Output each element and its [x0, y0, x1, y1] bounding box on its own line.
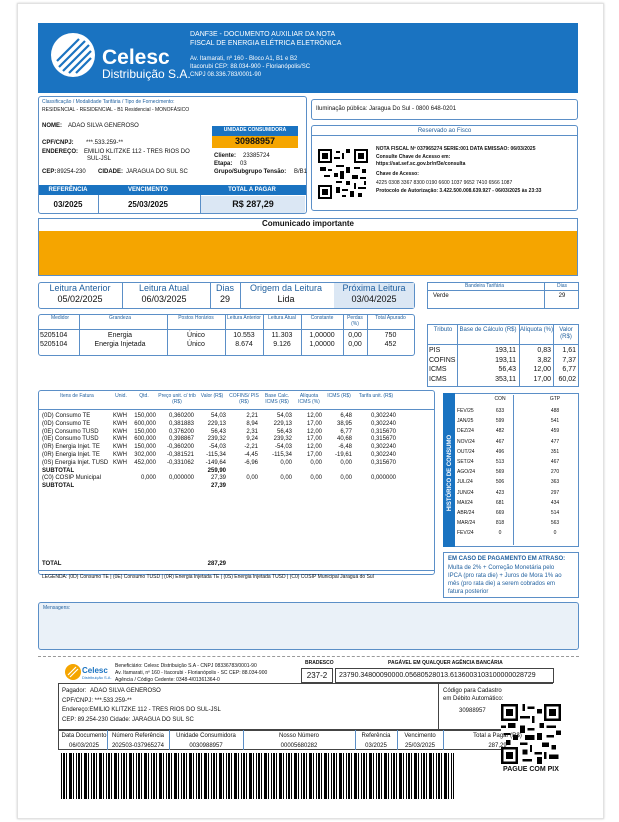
items-cell: 0,302240	[370, 452, 396, 458]
items-cell: 0,00	[310, 459, 322, 466]
items-cell: KWH	[113, 420, 127, 427]
history-value: 514	[550, 510, 560, 516]
items-cell: 0,00	[280, 459, 292, 466]
beneficiary-3: Agência / Código Cedente: 0348-4/01361364-0	[115, 677, 220, 683]
meters-cell: Energia	[107, 332, 133, 339]
meters-cell: 11.303	[271, 332, 293, 339]
meters-header: Postos Horários	[178, 315, 214, 321]
items-header: COFINS/ PIS (R$)	[229, 393, 259, 405]
items-cell: 40,68	[336, 436, 352, 443]
items-cosip-cell: 0,000000	[168, 475, 194, 482]
history-month: MAR/24	[457, 520, 476, 527]
legend: LEGENDA: (0D) Consumo TE | (0E) Consumo TUSD | (0R) Energia Injetada TE | (0S) Energia Injetada TUSD | (C0) COSIP Municipal Jaraguá do Sul	[42, 574, 374, 580]
taxes-cell: 193,11	[495, 356, 516, 364]
meters-header-divider	[38, 329, 415, 330]
flag-days-label: Dias	[556, 283, 567, 289]
slip-field-divider	[243, 730, 244, 750]
meters-cell: 0,00	[348, 341, 362, 348]
address-line-2: SUL-JSL	[87, 156, 112, 162]
beneficiary-2: Av. Itamarati, nº 160 - Itacorubi - Florianópolis - SC CEP: 88.034-900	[115, 670, 268, 676]
taxes-header: Alíquota (%)	[520, 327, 554, 333]
taxes-cell: ICMS	[429, 366, 447, 373]
items-cell: 56,43	[276, 428, 292, 435]
meters-cell: 10.553	[233, 332, 255, 339]
history-value: 351	[550, 448, 560, 455]
uc-value: 30988957	[234, 136, 276, 146]
items-total-value: 287,29	[207, 561, 226, 567]
slip-field-divider	[107, 730, 108, 750]
items-header: Unid.	[115, 393, 127, 399]
meters-cell: Único	[187, 341, 205, 348]
flag-days-value: 29	[558, 293, 566, 299]
doc-title-2: FISCAL DE ENERGIA ELÉTRICA ELETRÔNICA	[190, 40, 342, 47]
items-cell: 0,302240	[370, 444, 396, 451]
slip-field-divider	[397, 730, 398, 750]
taxes-header-divider	[427, 344, 579, 345]
cpf-value: ***.533.259-**	[86, 140, 124, 146]
items-cell: 2,21	[246, 413, 258, 419]
payer-label: Pagador:	[62, 688, 87, 694]
lighting-text: Iluminação pública: Jaragua Do Sul - 0800 648-0201	[316, 106, 457, 112]
items-cell: (0E) Consumo TUSD	[42, 436, 99, 443]
items-cell: KWH	[113, 436, 127, 443]
history-month: OUT/24	[457, 448, 475, 455]
history-value: 541	[550, 418, 560, 425]
slip-field-divider	[443, 730, 444, 750]
slip-field-value: 06/03/2025	[68, 743, 100, 749]
taxes-header: Base de Cálculo (R$)	[459, 327, 517, 333]
late-text-4: fatura posterior	[448, 589, 489, 595]
origin-label: Origem da Leitura	[249, 283, 323, 293]
next-reading-label: Próxima Leitura	[342, 283, 406, 293]
history-month: FEV/24	[457, 530, 474, 537]
items-cell: 0,376200	[168, 428, 194, 435]
slip-field-value: 03/2025	[365, 743, 387, 749]
items-header: Tarifa unit. (R$)	[358, 393, 394, 399]
items-cell: -149,64	[205, 459, 226, 466]
celesc-logo-icon	[49, 31, 97, 79]
history-month: MAI/24	[457, 499, 473, 506]
items-header: ICMS (R$)	[327, 393, 351, 399]
items-cell: 0,302240	[370, 413, 396, 419]
cur-reading-value: 06/03/2025	[141, 294, 187, 304]
items-cell: 239,32	[273, 436, 292, 443]
items-cell: 0,360200	[168, 413, 194, 419]
messages-box	[38, 602, 579, 650]
items-cosip-cell: (C0) COSIP Municipal	[42, 475, 101, 482]
slip-field-value: 25/03/2025	[404, 743, 436, 749]
meters-cell: Único	[187, 332, 205, 339]
venc-value: 25/03/2025	[127, 200, 169, 209]
meters-cell: 1,00000	[309, 341, 335, 348]
items-total-label: TOTAL	[42, 561, 62, 567]
items-cell: -115,34	[206, 452, 226, 458]
history-value: 599	[495, 418, 505, 425]
barcode	[61, 753, 454, 799]
items-cell: 12,00	[306, 413, 322, 419]
address-label: ENDEREÇO:	[42, 149, 79, 155]
items-cell: KWH	[113, 444, 127, 451]
slip-field-value: 287,29	[488, 743, 507, 749]
items-cosip-cell: 0,00	[246, 475, 258, 482]
meters-cell: 1,00000	[309, 332, 335, 339]
taxes-cell: 193,11	[495, 347, 516, 354]
items-cell: 452,000	[134, 459, 156, 466]
venc-label: VENCIMENTO	[128, 187, 168, 193]
history-month: JUN/24	[457, 489, 474, 496]
items-cell: 8,94	[246, 420, 258, 427]
items-cell: -2,21	[244, 444, 258, 451]
meters-header: Total Apurado	[375, 315, 406, 321]
items-cell: 0,00	[340, 459, 352, 466]
meters-header: Constante	[310, 315, 334, 321]
items-cosip-cell: 0,000000	[370, 475, 396, 482]
cpf-label: CPF/CNPJ:	[42, 140, 74, 146]
slip-field-value: 202503-037965274	[111, 743, 165, 749]
history-month: FEV/25	[457, 408, 474, 414]
meters-cell: 452	[384, 341, 397, 348]
items-cell: 0,398867	[168, 436, 194, 443]
history-col-header: GTP	[549, 396, 561, 402]
pay-anywhere: PAGÁVEL EM QUALQUER AGÊNCIA BANCÁRIA	[388, 660, 503, 666]
history-month: NOV/24	[457, 438, 475, 445]
meters-header: Grandeza	[109, 315, 131, 321]
items-cell: -6,48	[338, 444, 352, 451]
items-cell: 2,31	[246, 428, 258, 435]
slip-field-label: Nosso Número	[278, 733, 319, 739]
items-cell: KWH	[113, 459, 127, 466]
history-month: JUL/24	[457, 479, 473, 486]
items-cell: -19,61	[334, 452, 352, 458]
history-value: 488	[550, 408, 560, 414]
items-cell: 0,315670	[370, 459, 396, 466]
items-cell: -4,45	[244, 452, 258, 458]
items-cell: 229,13	[273, 420, 292, 427]
taxes-header: Tributo	[433, 327, 453, 333]
items-cosip-cell: 0,00	[340, 475, 352, 482]
protocol: Protocolo de Autorização: 3.422.500.008.639.927 - 06/03/2025 às 23:33	[376, 188, 542, 194]
history-col-header: CON	[494, 396, 506, 402]
history-value: 496	[495, 448, 505, 455]
etapa-label: Etapa:	[214, 161, 233, 167]
items-cosip-cell: 0,00	[280, 475, 292, 482]
history-value: 297	[550, 489, 560, 496]
history-value: 513	[495, 459, 505, 465]
key-value: 4225 0308 3367 8300 0190 6600 1037 9652 7410 6566 1087	[376, 180, 513, 186]
history-value: 569	[495, 469, 505, 476]
key-label: Chave de Acesso:	[376, 171, 419, 177]
items-cell: 150,000	[134, 413, 156, 419]
items-cell: 0,302240	[370, 420, 396, 427]
items-cell: 12,00	[306, 428, 322, 435]
total-value: R$ 287,29	[232, 199, 274, 209]
cliente-label: Cliente:	[214, 153, 237, 159]
slip-field-divider	[355, 730, 356, 750]
taxes-cell: 12,00	[533, 366, 551, 373]
flag-label: Bandeira Tarifária	[464, 283, 505, 289]
items-cell: (0D) Consumo TE	[42, 420, 91, 427]
items-header: Base Calc. ICMS (R$)	[264, 393, 290, 405]
taxes-cell: 0,83	[537, 347, 551, 354]
late-text-1: Multa de 2% + Correção Monetária pelo	[448, 565, 555, 571]
history-value: 669	[495, 510, 505, 516]
digitable-line: 23790.34800090000.05680528013.6136003103100000028729	[339, 672, 536, 679]
meters-cell: 5205104	[40, 341, 68, 348]
items-header-divider	[38, 409, 435, 410]
classification-label: Classificação / Modalidade Tarifária / Tipo de Fornecimento:	[42, 99, 175, 105]
items-cell: (0E) Consumo TUSD	[42, 428, 99, 435]
items-cell: 150,000	[134, 444, 156, 451]
ref-value: 03/2025	[53, 200, 83, 209]
items-header: Qtd.	[139, 393, 149, 399]
taxes-cell: COFINS	[429, 356, 456, 364]
items-cell: 54,03	[276, 413, 292, 419]
pix-label: PAGUE COM PIX	[503, 766, 559, 773]
brand-subtitle: Distribuição S.A.	[102, 67, 191, 81]
history-value: 818	[495, 520, 505, 527]
items-cell: 600,000	[134, 436, 156, 443]
meters-cell: 0,00	[348, 332, 362, 339]
client-name-label: NOME:	[42, 123, 62, 129]
history-month: SET/24	[457, 459, 474, 465]
history-value: 270	[550, 469, 560, 476]
etapa-value: 03	[240, 161, 247, 167]
taxes-cell: 3,82	[537, 356, 551, 364]
history-value: 423	[495, 489, 505, 496]
items-cell: 600,000	[134, 420, 156, 427]
items-cell: (0R) Energia Injet. TE	[42, 444, 100, 451]
late-text-3: mês (pro rata die) a serem cobrados em	[448, 581, 556, 587]
history-value: 633	[495, 408, 505, 414]
items-cell: -0,331062	[166, 459, 194, 466]
ref-label: REFERÊNCIA	[48, 187, 88, 193]
slip-field-value: 00005680282	[280, 743, 318, 749]
history-value: 482	[495, 428, 505, 435]
items-header: Valor (R$)	[200, 393, 224, 399]
prev-reading-value: 05/02/2025	[57, 294, 103, 304]
items-header: Preço unit. c/ trib (R$)	[158, 393, 196, 405]
meters-cell: 8.674	[235, 341, 253, 348]
cur-reading-label: Leitura Atual	[138, 283, 190, 293]
late-title: EM CASO DE PAGAMENTO EM ATRASO:	[448, 556, 566, 562]
payer-address-1: Endereço:EMILIO KLITZKE 112 - TRES RIOS DO SUL-JSL	[62, 707, 221, 713]
nf-line: NOTA FISCAL Nº 037965274 SERIE:001 DATA EMISSAO: 06/03/2025	[376, 146, 536, 152]
address-line-1: EMILIO KLITZKE 112 - TRES RIOS DO	[84, 149, 190, 155]
items-cell: 150,000	[134, 428, 156, 435]
bank-code: 237-2	[306, 671, 328, 680]
grupo-label: Grupo/Subgrupo Tensão:	[214, 169, 287, 175]
meters-cell: Energia Injetada	[94, 341, 146, 348]
consult-line-1: Consulte Chave de Acesso em:	[376, 154, 451, 160]
history-value: 467	[495, 438, 505, 445]
history-value: 363	[550, 479, 560, 486]
items-cell: 0,315670	[370, 436, 396, 443]
items-cell: -115,34	[272, 452, 292, 458]
items-cell: -54,03	[274, 444, 292, 451]
classification-value: RESIDENCIAL - RESIDENCIAL - B1 Residencial - MONOFÁSICO	[42, 107, 190, 113]
items-cell: KWH	[113, 413, 127, 419]
prev-reading-label: Leitura Anterior	[49, 283, 111, 293]
items-header: Itens de Fatura	[60, 393, 94, 399]
items-cell: 12,00	[306, 444, 322, 451]
auto-debit-code: 30988957	[459, 708, 486, 714]
items-cell: 302,000	[134, 452, 156, 458]
cliente-value: 23385724	[243, 153, 270, 159]
meters-header: Leitura Anterior	[227, 315, 261, 321]
items-cell: 6,77	[340, 428, 352, 435]
history-value: 506	[495, 479, 505, 486]
company-address-1: Av. Itamarati, nº 160 - Bloco A1, B1 e B2	[190, 56, 298, 62]
history-col-divider	[513, 395, 514, 545]
invoice-page	[17, 3, 604, 819]
items-cell: 17,00	[306, 452, 322, 458]
slip-field-label: Unidade Consumidora	[176, 733, 236, 739]
flag-value: Verde	[433, 293, 449, 299]
history-month: DEZ/24	[457, 428, 474, 435]
taxes-cell: 7,37	[562, 356, 576, 364]
cut-line	[38, 656, 579, 657]
taxes-cell: 56,43	[498, 366, 516, 373]
late-text-2: IPCA (pro rata die) + Juros de Mora 1% ao	[448, 573, 562, 579]
history-month: ABR/24	[457, 510, 475, 516]
reserved-label: Reservado ao Fisco	[417, 128, 472, 134]
client-name: ADAO SILVA GENEROSO	[68, 123, 139, 129]
items-cell: 229,13	[207, 420, 226, 427]
items-header: Alíquota ICMS (%)	[298, 393, 320, 405]
slip-logo-icon	[64, 663, 82, 681]
taxes-cell: 353,11	[495, 375, 516, 383]
cep-value: 89254-230	[57, 169, 86, 175]
auto-debit-label-2: em Débito Automático:	[443, 696, 504, 702]
items-cell: (0D) Consumo TE	[42, 413, 91, 419]
history-value: 477	[550, 438, 560, 445]
notice-content	[39, 231, 577, 275]
uc-label: UNIDADE CONSUMIDORA	[223, 127, 287, 133]
items-cosip-cell: 27,39	[210, 475, 226, 482]
cep-label: CEP:	[42, 169, 57, 175]
items-cell: 56,43	[210, 428, 226, 435]
items-cosip-cell: 0,000	[140, 475, 156, 482]
payer-cpf: CPF/CNPJ: ***.533.259-**	[62, 698, 132, 704]
notice-title: Comunicado importante	[261, 219, 354, 228]
taxes-header: Valor (R$)	[559, 327, 573, 340]
items-cell: (0S) Energia Injet. TUSD	[42, 459, 109, 466]
slip-field-label: Data Documento	[61, 733, 107, 739]
company-cnpj: CNPJ 08.336.783/0001-90	[190, 72, 262, 78]
taxes-cell: 17,00	[533, 375, 551, 383]
taxes-cell: 1,61	[562, 347, 576, 354]
brand-name: Celesc	[102, 46, 170, 69]
items-cell: 17,00	[306, 420, 322, 427]
slip-field-label: Total a Pagar (R$)	[473, 733, 522, 739]
history-month: AGO/24	[457, 469, 476, 476]
items-cell: -0,381521	[166, 452, 194, 458]
meters-header: Leitura Atual	[268, 315, 296, 321]
city-value: JARAGUA DO SUL SC	[126, 169, 188, 175]
items-subtotal-value: 259,90	[207, 467, 226, 474]
slip-field-label: Referência	[361, 733, 391, 739]
messages-label: Mensagens:	[43, 605, 71, 611]
grupo-value: B/B1	[294, 169, 308, 175]
next-reading-value: 03/04/2025	[351, 294, 397, 304]
origin-value: Lida	[277, 294, 295, 304]
items-subtotal-label: SUBTOTAL	[42, 467, 75, 474]
beneficiary-1: Beneficiário: Celesc Distribuição S.A - CNPJ 08336783/0001-90	[115, 663, 257, 669]
items-cell: 0,315670	[370, 428, 396, 435]
meters-cell: 750	[384, 332, 397, 339]
taxes-cell: 60,02	[558, 375, 576, 383]
items-subtotal-label: SUBTOTAL	[42, 483, 75, 490]
history-value: 459	[550, 428, 560, 435]
items-cell: 17,00	[306, 436, 322, 443]
slip-field-label: Vencimento	[404, 733, 436, 739]
items-cell: 6,48	[340, 413, 352, 419]
days-label: Dias	[215, 283, 234, 293]
slip-field-label: Número Referência	[111, 733, 165, 739]
items-cell: KWH	[113, 452, 127, 458]
meters-cell: 9.126	[273, 341, 291, 348]
history-title: HISTÓRICO DE CONSUMO	[447, 434, 453, 512]
items-cell: 239,32	[207, 436, 226, 443]
taxes-cell: PIS	[429, 347, 441, 354]
meters-cell: 5205104	[40, 332, 68, 339]
items-cell: 9,24	[246, 436, 258, 443]
doc-title-1: DANF3E - DOCUMENTO AUXILIAR DA NOTA	[190, 31, 336, 38]
history-month: JAN/25	[457, 418, 474, 425]
payer-address-2: CEP: 89.254-230 Cidade: JARAGUA DO SUL SC	[62, 717, 194, 723]
items-cell: -54,03	[208, 444, 226, 451]
items-cell: 38,95	[336, 420, 352, 427]
slip-field-divider	[169, 730, 170, 750]
slip-field-value: 0030988957	[189, 743, 223, 749]
meters-header: Medidor	[50, 315, 70, 321]
items-cell: (0R) Energia Injet. TE	[42, 452, 100, 458]
total-label: TOTAL A PAGAR	[228, 187, 276, 193]
bank-label: BRADESCO	[305, 660, 334, 666]
items-cell: -0,360200	[166, 444, 194, 451]
consult-line-2: https://sat.sef.sc.gov.br/nf3e/consulta	[376, 161, 466, 167]
items-cell: 0,381883	[168, 420, 194, 427]
history-value: 434	[550, 499, 560, 506]
payer-name: ADAO SILVA GENEROSO	[90, 688, 161, 694]
items-cell: 54,03	[210, 413, 226, 419]
history-value: 467	[550, 459, 560, 465]
items-cell: -6,96	[244, 459, 258, 466]
history-value: 0	[498, 530, 502, 537]
days-value: 29	[219, 294, 230, 304]
history-value: 0	[553, 530, 557, 537]
taxes-cell: 6,77	[562, 366, 576, 373]
history-value: 681	[495, 499, 505, 506]
slip-brand-sub: Distribuição S.A.	[82, 675, 112, 680]
slip-brand: Celesc	[82, 666, 108, 675]
fiscal-qr-code	[318, 149, 368, 199]
company-address-2: Itacorubi CEP: 88.034-900 - Florianópolis/SC	[190, 64, 311, 70]
items-cell: KWH	[113, 428, 127, 435]
items-subtotal-value: 27,39	[210, 483, 226, 490]
auto-debit-label-1: Código para Cadastro	[443, 688, 502, 694]
city-label: CIDADE:	[98, 169, 123, 175]
history-value: 563	[550, 520, 560, 527]
meters-header: Perdas (%)	[347, 315, 363, 327]
taxes-cell: ICMS	[429, 375, 447, 383]
items-cosip-cell: 0,00	[310, 475, 322, 482]
